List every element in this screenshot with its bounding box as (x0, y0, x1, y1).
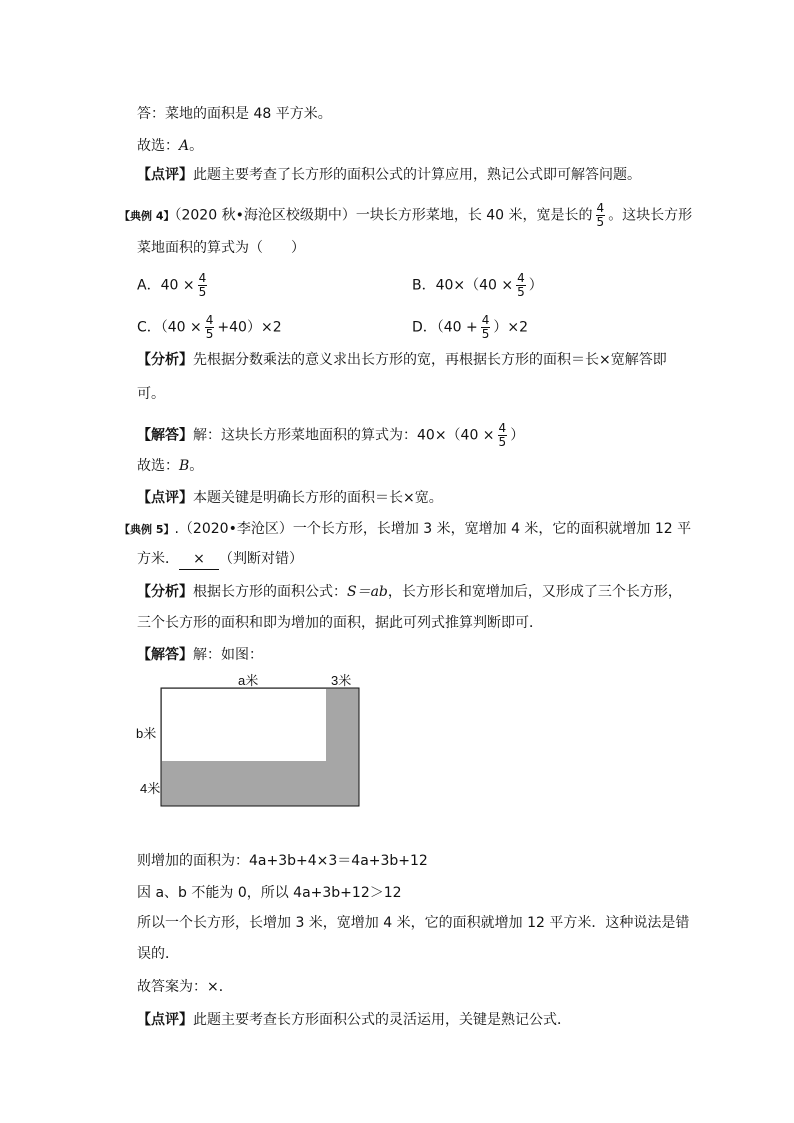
choice-answer: A (179, 138, 190, 154)
example4-analysis (137, 350, 667, 370)
example5-text1: .（2020•李沧区）一个长方形，长增加 3 米，宽增加 4 米，它的面积就增加 12 平 (174, 521, 692, 537)
solution-text: 解：这块长方形菜地面积的算式为：40×（40 × (193, 427, 495, 444)
example5-line1 (119, 519, 691, 540)
example5-final: 故答案为：×． (137, 979, 233, 995)
example5-comment-text: 此题主要考查长方形面积公式的灵活运用，关键是熟记公式． (193, 1012, 571, 1028)
label-a-meters: a米 (238, 673, 259, 688)
example5-calc2: 因 a、b 不能为 0，所以 4a+3b+12＞12 (137, 885, 402, 901)
option-d: D．（40 + $\frac{4}{5}$ ）×2 (412, 313, 529, 341)
example4-choice-answer: B (179, 458, 190, 474)
rectangle-figure (134, 668, 374, 818)
example4-comment-text: 本题关键是明确长方形的面积＝长×宽。 (193, 490, 443, 506)
example4-solution: 【解答】解：这块长方形菜地面积的算式为：40×（40 × $\frac{4}{5}$ ） (137, 421, 525, 449)
example4-comment-tag: 【点评】 (137, 490, 193, 506)
example5-tag: 【典例 5】 (119, 523, 175, 536)
comment-line (137, 165, 641, 185)
area-formula: S＝ab (347, 584, 388, 600)
analysis-tag: 【分析】 (137, 352, 193, 368)
example4-line2: 菜地面积的算式为（ ） (137, 240, 305, 256)
example5-solution: 【解答】解：如图： (137, 647, 263, 663)
example5-calc1: 则增加的面积为：4a+3b+4×3＝4a+3b+12 (137, 853, 428, 869)
choice-line (137, 136, 203, 156)
example5-calc4: 误的． (137, 946, 179, 962)
answer-line: 答：菜地的面积是 48 平方米。 (137, 106, 332, 122)
option-c: C．（40 × $\frac{4}{5}$ +40）×2 (137, 313, 282, 341)
comment-text: 此题主要考查了长方形的面积公式的计算应用，熟记公式即可解答问题。 (193, 167, 641, 183)
label-3-meters: 3米 (331, 673, 352, 688)
example5-analysis-tag: 【分析】 (137, 584, 193, 600)
example5-analysis: 【分析】根据长方形的面积公式：S＝ab，长方形长和宽增加后，又形成了三个长方形， (137, 584, 682, 600)
example5-line2: 方米． × （判断对错） (137, 549, 303, 570)
analysis-text: 先根据分数乘法的意义求出长方形的宽，再根据长方形的面积＝长×宽解答即 (193, 352, 667, 368)
example5-comment-tag: 【点评】 (137, 1012, 193, 1028)
choice-suffix: 。 (189, 138, 204, 154)
example4-analysis-cont: 可。 (137, 386, 165, 402)
solution-tag: 【解答】 (137, 427, 193, 444)
label-4-meters: 4米 (140, 781, 161, 796)
option-c-fraction: $\frac{4}{5}$ (205, 313, 214, 341)
label-b-meters: b米 (136, 726, 157, 741)
choice-prefix: 故选： (137, 138, 179, 154)
option-a: A．40 × $\frac{4}{5}$ (137, 271, 207, 299)
example4-comment (137, 488, 443, 508)
example5-calc3: 所以一个长方形，长增加 3 米，宽增加 4 米，它的面积就增加 12 平方米．这种说法是错 (137, 915, 690, 931)
example4-tag: 【典例 4】 (119, 209, 175, 223)
example4-fraction: $\frac{4}{5}$ (596, 201, 605, 229)
example4-text1: （2020 秋•海沧区校级期中）一块长方形菜地，长 40 米，宽是长的 (174, 207, 593, 224)
example5-analysis-cont: 三个长方形的面积和即为增加的面积，据此可列式推算判断即可． (137, 615, 543, 631)
option-b: B．40×（40 × $\frac{4}{5}$ ） (412, 271, 543, 299)
example4-choice: 故选：B。 (137, 458, 204, 474)
example5-solution-tag: 【解答】 (137, 647, 193, 663)
example4-text1-end: 。这块长方形 (608, 207, 693, 224)
solution-fraction: $\frac{4}{5}$ (498, 421, 507, 449)
original-rectangle (162, 689, 326, 761)
example5-comment (137, 1010, 571, 1030)
answer-blank: × (179, 549, 219, 570)
rectangle-diagram (134, 668, 374, 818)
option-a-fraction: $\frac{4}{5}$ (198, 271, 207, 299)
comment-tag: 【点评】 (137, 167, 193, 183)
example4-line1 (119, 202, 692, 229)
option-d-fraction: $\frac{4}{5}$ (481, 313, 490, 341)
option-b-fraction: $\frac{4}{5}$ (517, 271, 525, 299)
